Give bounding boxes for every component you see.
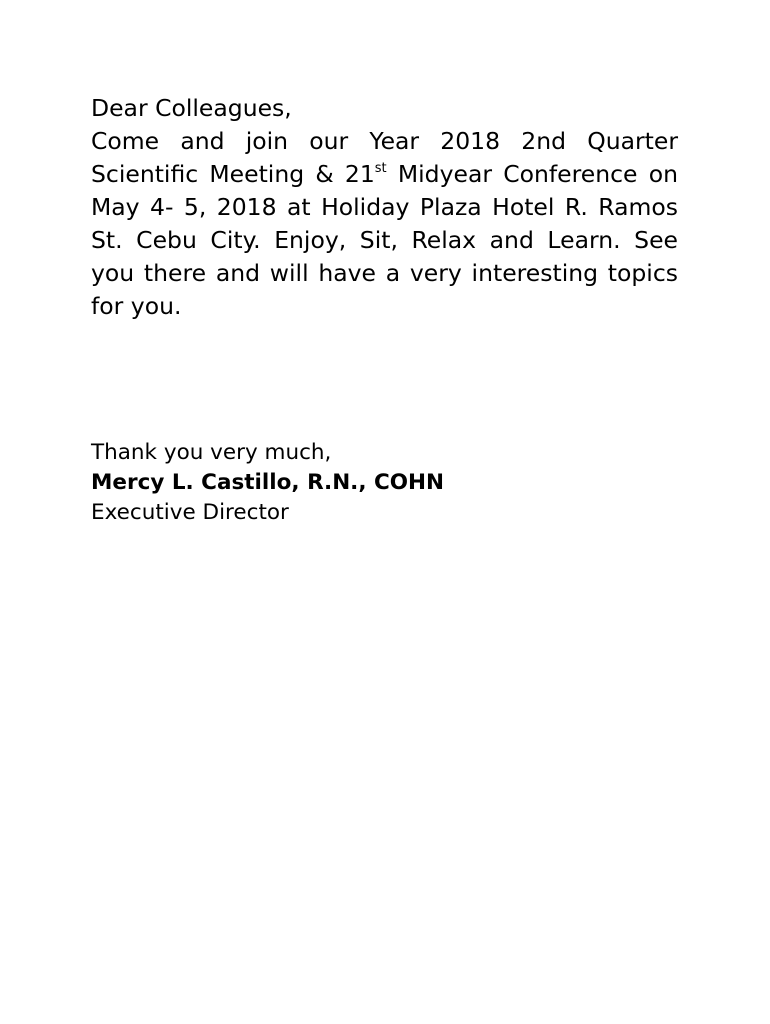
body-text-start: Come and join our Year 2018 2nd Quarter Scientific Meeting & 21 xyxy=(91,127,678,188)
signer-name: Mercy L. Castillo, R.N., COHN xyxy=(91,470,445,495)
ordinal-suffix: st xyxy=(374,161,387,176)
body-text-end: Midyear Conference on May 4- 5, 2018 at Holiday Plaza Hotel R. Ramos St. Cebu City. Enjoy, Sit, Relax and Learn. See you there and will have a very interesting topics for you. xyxy=(91,160,678,320)
letter xyxy=(91,92,678,528)
signature-block xyxy=(91,438,678,528)
salutation: Dear Colleagues, xyxy=(91,94,292,122)
signer-title: Executive Director xyxy=(91,500,289,525)
letter-body xyxy=(91,125,678,323)
closing: Thank you very much, xyxy=(91,440,332,465)
